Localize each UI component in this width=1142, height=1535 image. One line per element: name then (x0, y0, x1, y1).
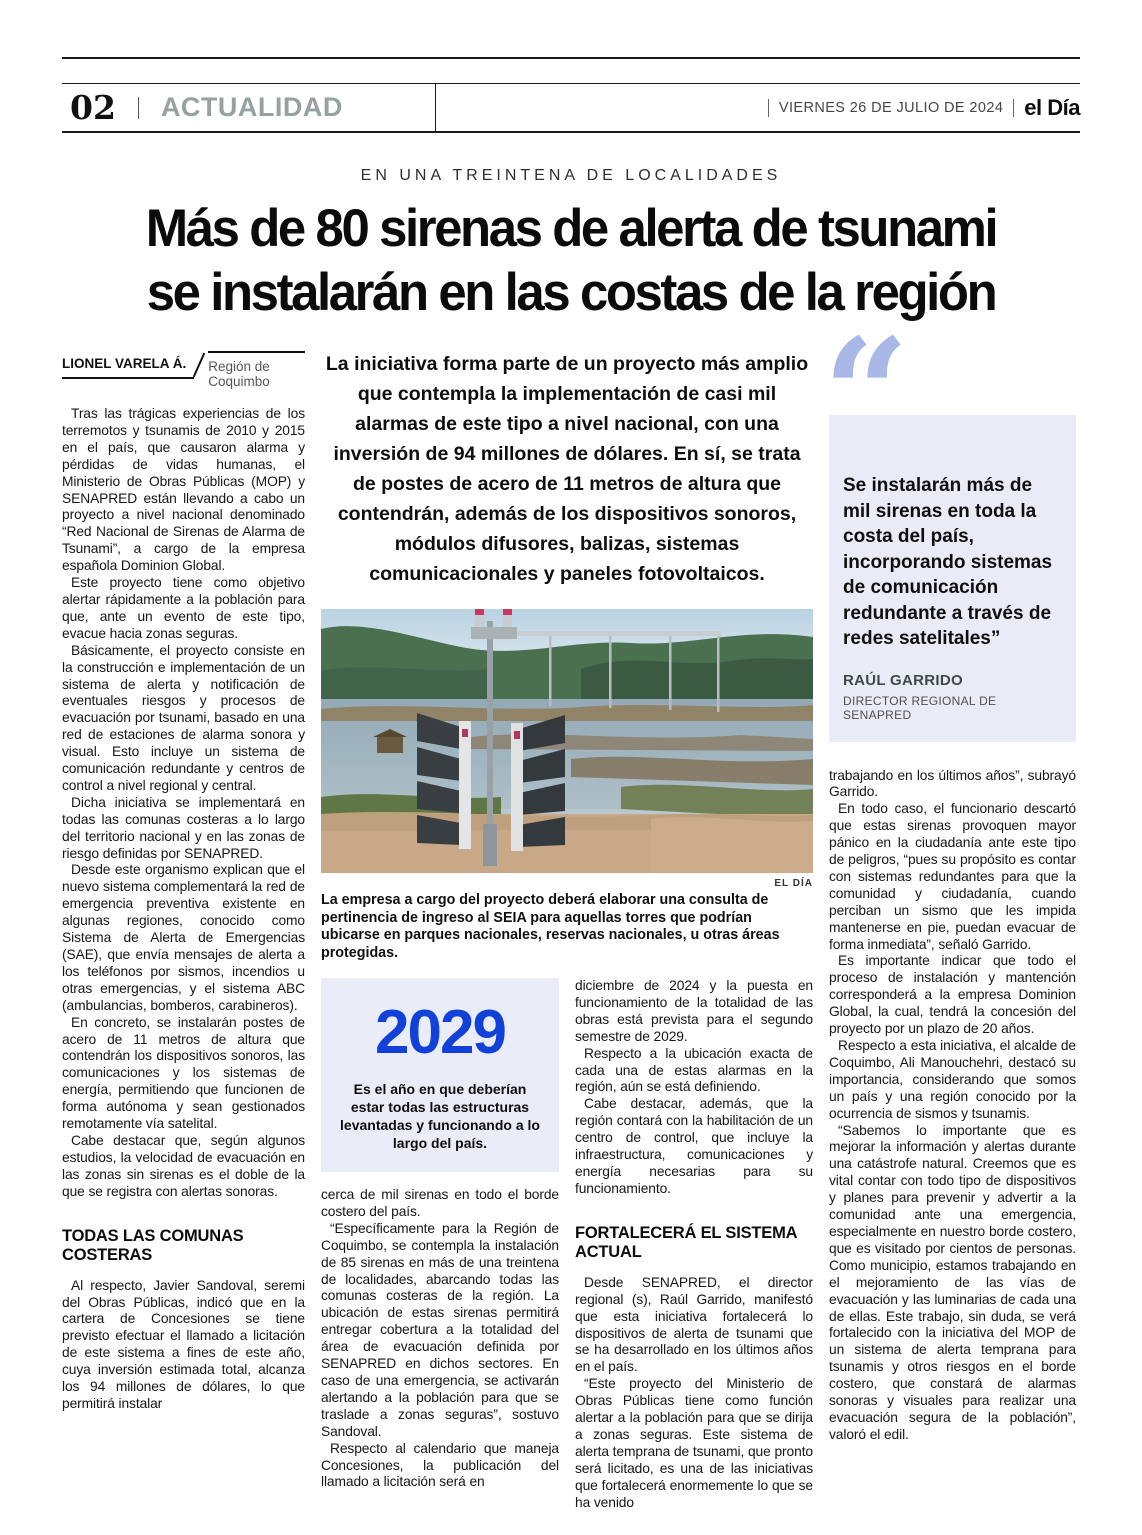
newspaper-page (0, 57, 1142, 1535)
masthead-left (62, 84, 435, 131)
paragraph: En todo caso, el funcionario descartó que estas sirenas provoquen mayor pánico en la ciudadanía ante este tipo de peligros, “pues su propósito es contar con sistemas redundantes para que la comunidad y ciudadanía, cuando perciban un sismo que les impida mantenerse en pie, puedan evacuar de forma inmediata”, señaló Garrido. (829, 801, 1076, 952)
page-number: 02 (70, 88, 116, 127)
article-photo (321, 609, 813, 873)
middle-subcolumns (321, 978, 813, 1511)
article-body (62, 306, 1080, 1511)
tsunami-siren-photo-illustration (321, 609, 813, 873)
column-middle (321, 347, 813, 1511)
column-4 (823, 306, 1076, 1511)
headline (62, 197, 1080, 325)
paragraph: “Este proyecto del Ministerio de Obras Públicas tiene como función alertar a la población para que se dirija a zonas seguras. Este sistema de alerta temprana de tsunami, que pronto será licitado, es una de las iniciativas que fortalecerá enormemente lo que se ha venido (575, 1376, 813, 1510)
subhead-fortalecera: FORTALECERÁ EL SISTEMA ACTUAL (575, 1223, 797, 1261)
masthead-separator (138, 97, 139, 119)
quote-author-role: DIRECTOR REGIONAL DE SENAPRED (843, 693, 997, 722)
newspaper-brand: el Día (1024, 94, 1080, 120)
paragraph: Respecto a la ubicación exacta de cada una de estas alarmas en la región, aún se está definiendo. (575, 1045, 813, 1095)
paragraph: “Sabemos lo importante que es mejorar la información y alertas durante una catástrofe natural. Creemos que es vital contar con todo tipo de dispositivos y planes para prevenir y advertir a la comunidad ante una emergencia, especialmente en nuestro borde costero, que es visitado por cientos de personas. Como municipio, estamos trabajando en el mejoramiento de las vías de evacuación y las luminarias de cada una de ellas. Este trabajo, sin duda, se verá fortalecido con la iniciativa del MOP de un sistema de alerta temprana para tsunamis y otros riesgos en el borde costero, que constará de alarmas sonoras y visuales para realizar una evacuación segura de la población”, valoró el edil. (829, 1122, 1076, 1442)
date-separator (768, 99, 769, 117)
byline-location: Región de Coquimbo (208, 351, 305, 389)
byline (62, 347, 305, 389)
paragraph: Básicamente, el proyecto consiste en la construcción e implementación de un sistema de alerta y notificación de eventuales riesgos y procesos de evacuación por tsunami, basado en una red de estaciones de alarma sonora y visual. Esto incluye un sistema de comunicación redundante y centros de control a nivel regional y central. (62, 642, 305, 793)
stat-description: Es el año en que deberían estar todas las estructuras levantadas y funcionando a lo largo del país. (340, 1081, 540, 1151)
column-2 (321, 978, 559, 1511)
paragraph: Este proyecto tiene como objetivo alertar rápidamente a la población para que, ante un evento de este tipo, evacue hacia zonas seguras. (62, 575, 305, 641)
paragraph: Al respecto, Javier Sandoval, seremi del Obras Públicas, indicó que en la cartera de Concesiones se tiene previsto efectuar el llamado a licitación de este sistema a fines de este año, cuya inversión estimada total, alcanza los 94 millones de dólares, lo que permitirá instalar (62, 1277, 305, 1411)
pull-quote (823, 306, 1076, 742)
photo-caption: La empresa a cargo del proyecto deberá elaborar una consulta de pertinencia de ingreso al SEIA para aquellas torres que podrían ubicarse en parques nacionales, reservas nacionales, u otras áreas protegidas. (321, 892, 780, 961)
paragraph: Respecto al calendario que maneja Concesiones, la publicación del llamado a licitación será en (321, 1440, 559, 1490)
paragraph: Desde este organismo explican que el nuevo sistema complementará la red de emergencia preventiva existente en algunas regiones, conocido como Sistema de Alerta de Emergencias (SAE), que envía mensajes de alerta a los teléfonos por sismos, incendios u otras emergencias, y el sistema ABC (ambulancias, bomberos, carabineros). (62, 862, 305, 1013)
paragraph: “Específicamente para la Región de Coquimbo, se contempla la instalación de 85 sirenas en más de una treintena de localidades, abarcando todas las comunas costeras de la región. La ubicación de estas sirenas permitirá entregar cobertura a la totalidad del área de evacuación definida por SENAPRED en dichos sectores. En caso de una emergencia, se activarán alertando a la población para que se traslade a zonas seguras”, sostuvo Sandoval. (321, 1220, 559, 1439)
paragraph: Desde SENAPRED, el director regional (s), Raúl Garrido, manifestó que esta iniciativa fortalecerá lo dispositivos de alerta de tsunami que se ha desarrollado en los últimos años en el país. (575, 1274, 813, 1375)
paragraph: Cabe destacar que, según algunos estudios, la velocidad de evacuación en las zonas sin sirenas es el doble de la que se registra con alertas sonoras. (62, 1132, 305, 1199)
kicker: EN UNA TREINTENA DE LOCALIDADES (360, 167, 782, 184)
paragraph: Dicha iniciativa se implementará en todas las comunas costeras a lo largo del territorio nacional y en las zonas de riesgo definidas por SENAPRED. (62, 794, 305, 861)
masthead-right (436, 84, 1080, 131)
issue-date: VIERNES 26 DE JULIO DE 2024 (778, 99, 1004, 116)
stat-number: 2029 (375, 998, 505, 1067)
paragraph: En concreto, se instalarán postes de acero de 11 metros de altura que contendrán los dispositivos sonoros, las comunicaciones y los sistemas de energía, permitiendo que funcionen de forma autónoma y sean gestionados remotamente vía satelital. (62, 1014, 305, 1132)
masthead (62, 83, 1080, 133)
paragraph: Respecto a esta iniciativa, el alcalde de Coquimbo, Ali Manouchehri, destacó su importancia, considerando que somos un país y una región conocido por la ocurrencia de sismos y tsunamis. (829, 1038, 1076, 1121)
quote-author: RAÚL GARRIDO (843, 671, 963, 689)
byline-slash (193, 353, 205, 378)
section-title: ACTUALIDAD (160, 92, 343, 122)
byline-author: LIONEL VARELA Á. (62, 347, 194, 379)
paragraph: cerca de mil sirenas en todo el borde costero del país. (321, 1187, 559, 1219)
quote-icon: “ (823, 306, 900, 482)
column-3 (575, 978, 813, 1511)
paragraph: Cabe destacar, además, que la región contará con la habilitación de un centro de control, que incluye la infraestructura, comunicaciones y energía necesarias para su funcionamiento. (575, 1096, 813, 1196)
quote-text: Se instalarán más de mil sirenas en toda la costa del país, incorporando sistemas de comunicación redundante a través de redes satelitales” (843, 475, 1053, 649)
brand-separator (1013, 99, 1014, 117)
paragraph: trabajando en los últimos años”, subrayó Garrido. (829, 767, 1076, 800)
subhead-todas-las-comunas: TODAS LAS COMUNAS COSTERAS (62, 1226, 244, 1264)
paragraph: Tras las trágicas experiencias de los terremotos y tsunamis de 2010 y 2015 en el país, que causaron alarma y pérdidas de vidas humanas, el Ministerio de Obras Públicas (MOP) y SENAPRED están llevando a cabo un proyecto a nivel nacional denominado “Red Nacional de Sirenas de Alarma de Tsunami”, a cargo de la empresa española Dominion Global. (62, 406, 305, 574)
stat-box (321, 978, 559, 1172)
lead-paragraph: La iniciativa forma parte de un proyecto más amplio que contempla la implementación de casi mil alarmas de este tipo a nivel nacional, con una inversión de 94 millones de dólares. En sí, se trata de postes de acero de 11 metros de altura que contendrán, además de los dispositivos sonoros, módulos difusores, balizas, sistemas comunicacionales y paneles fotovoltaicos. (325, 353, 809, 585)
headline-line-2: se instalarán en las costas de la región (146, 263, 996, 322)
page-top-rule (62, 57, 1080, 59)
column-4-text (829, 768, 1076, 1444)
headline-line-1: Más de 80 sirenas de alerta de tsunami (145, 199, 997, 258)
paragraph: diciembre de 2024 y la puesta en funcionamiento de la totalidad de las obras está prevista para el segundo semestre de 2029. (575, 978, 813, 1044)
paragraph: Es importante indicar que todo el proceso de instalación y mantención corresponderá a la empresa Dominion Global, la cual, tendrá la concesión del proyecto por un plazo de 20 años. (829, 953, 1076, 1037)
column-1 (62, 347, 305, 1511)
photo-credit: EL DÍA (774, 878, 813, 889)
